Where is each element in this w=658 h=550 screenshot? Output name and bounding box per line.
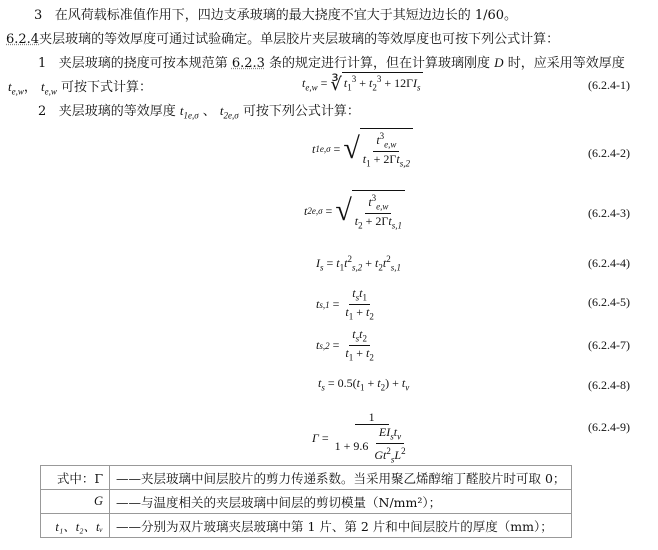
item-1-line-2 — [8, 76, 152, 97]
table-row — [41, 466, 572, 490]
ref-6-2-3-link[interactable]: 6.2.3 — [231, 56, 265, 71]
equation-8: $t_s = 0.5(t_1 + t_2) + t_v$ — [318, 376, 410, 393]
equation-number: (6.2.4-5) — [588, 295, 630, 309]
item-text: 条的规定进行计算，但在计算玻璃刚度 — [264, 56, 495, 71]
equation-7: t s,2 = $\frac{t_st_2}{t_1 + t_2}$ — [316, 327, 374, 363]
definition-symbol: 式中：Γ — [41, 466, 110, 490]
item-text: 时，应采用等效厚度 — [503, 56, 625, 71]
var-t: t — [179, 103, 184, 118]
item-1-line-1 — [38, 52, 625, 71]
equation-4: $I_s = t_1t^2_{s,2} + t_2t^2_{s,1}$ — [316, 254, 401, 273]
definitions-table — [40, 465, 572, 538]
clause-number: 3 — [34, 8, 43, 23]
var-t: t — [8, 79, 12, 94]
equation-number: (6.2.4-1) — [588, 78, 630, 92]
equation-2: t 1e,σ = √ $\frac{t^3_{e,w}}{t_1 + 2\Gamma t_{s,2}}$ — [312, 128, 413, 171]
item-2 — [38, 100, 360, 121]
var-t: t — [219, 103, 224, 118]
equation-number: (6.2.4-2) — [588, 146, 630, 160]
item-text: 可按下式计算： — [56, 80, 153, 95]
table-row — [41, 490, 572, 514]
var-d: D — [494, 55, 504, 70]
definition-symbol: t₁、t₂、tᵥ — [41, 514, 110, 538]
clause-6-2-4 — [6, 28, 559, 47]
equation-number: (6.2.4-8) — [588, 378, 630, 392]
clause-text: 夹层玻璃的等效厚度可通过试验确定。单层胶片夹层玻璃的等效厚度也可按下列公式计算： — [39, 32, 560, 47]
equation-number: (6.2.4-3) — [588, 206, 630, 220]
item-text: 夹层玻璃的等效厚度 — [58, 104, 180, 119]
clause-ref-link[interactable]: 6.2.4 — [6, 32, 40, 47]
item-text: 夹层玻璃的挠度可按本规范第 — [58, 56, 232, 71]
definition-text: ——分别为双片玻璃夹层玻璃中第 1 片、第 2 片和中间层胶片的厚度（mm）； — [110, 514, 572, 538]
item-text: 可按下列公式计算： — [238, 104, 360, 119]
equation-5: t s,1 = $\frac{t_st_1}{t_1 + t_2}$ — [316, 286, 374, 322]
var-t: t — [41, 79, 45, 94]
subscript: e,w — [11, 86, 24, 97]
equation-9: Γ = 1 1 + 9.6 $\frac{EI_st_v}{Gt^2_sL^2}$ — [312, 410, 406, 465]
item-number: 2 — [38, 104, 47, 119]
definition-text: ——与温度相关的夹层玻璃中间层的剪切模量（N/mm²）； — [110, 490, 572, 514]
subscript: e,w — [44, 86, 57, 97]
table-row — [41, 514, 572, 538]
subscript: 1e,σ — [183, 110, 199, 121]
separator: ， — [23, 80, 37, 95]
subscript: 2e,σ — [223, 110, 239, 121]
equation-1: $t_{e,w}$ = ∛ $t_1^3 + t_2^3 + 12\Gamma I_s$ — [302, 73, 421, 94]
equation-number: (6.2.4-9) — [588, 420, 630, 434]
clause-3 — [34, 4, 517, 23]
equation-3: t 2e,σ = √ $\frac{t^3_{e,w}}{t_2 + 2\Gamma t_{s,1}}$ — [304, 190, 405, 233]
definition-text: ——夹层玻璃中间层胶片的剪力传递系数。当采用聚乙烯醇缩丁醛胶片时可取 0； — [110, 466, 572, 490]
equation-number: (6.2.4-4) — [588, 256, 630, 270]
item-number: 1 — [38, 56, 47, 71]
definition-symbol: G — [41, 490, 110, 514]
separator: 、 — [198, 104, 220, 119]
equation-number: (6.2.4-7) — [588, 338, 630, 352]
clause-text: 在风荷载标准值作用下，四边支承玻璃的最大挠度不宜大于其短边边长的 1/60。 — [54, 8, 518, 23]
